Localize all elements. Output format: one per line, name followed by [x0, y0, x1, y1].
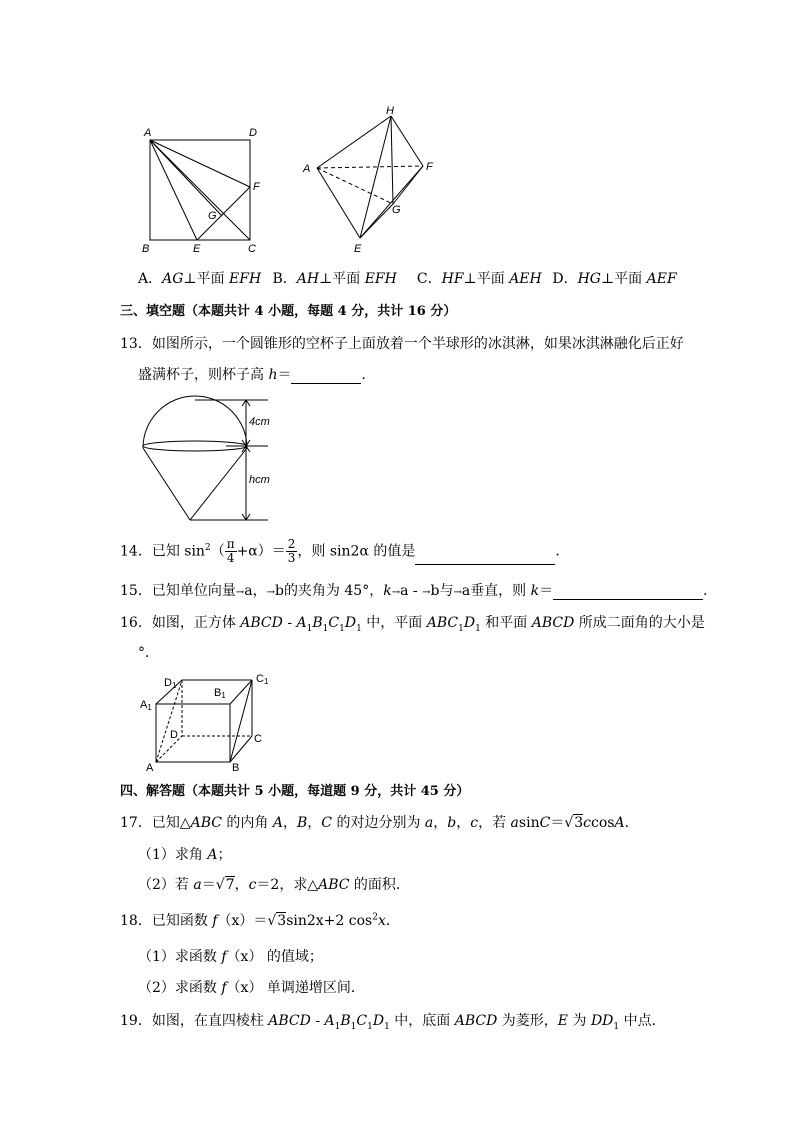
- svg-text:B: B: [232, 762, 240, 773]
- svg-text:B1: B1: [214, 687, 226, 700]
- label-a: A: [144, 127, 152, 139]
- cube-figure: [136, 668, 286, 773]
- cone-icecream-figure: [138, 392, 288, 527]
- q12-options: [138, 268, 677, 288]
- svg-text:A: A: [146, 762, 154, 773]
- label-h: H: [386, 105, 394, 117]
- label-c: C: [248, 243, 256, 255]
- q16-line1: 16．如图，正方体 ABCD - $A_1B_1C_1D_1$ 中，平面 $ABC_1D_1$ 和平面 ABCD 所成二面角的大小是: [120, 615, 705, 634]
- segment-ae: [150, 140, 197, 240]
- q17-line1: 17．已知△ABC 的内角 A，B，C 的对边分别为 a，b，c，若 asinC＝√3ccosA．: [120, 815, 639, 831]
- q13-line1: 13．如图所示，一个圆锥形的空杯子上面放着一个半球形的冰淇淋，如果冰淇淋融化后正好: [120, 336, 684, 352]
- section-4-title: 四、解答题（本题共计 5 小题，每道题 9 分，共计 45 分）: [120, 784, 470, 799]
- q17-part2: （2）若 a＝√7，c＝2，求△ABC 的面积．: [138, 877, 410, 893]
- label-hcm: hcm: [249, 474, 270, 486]
- tetrahedron-figure: [296, 100, 446, 260]
- q13-answer-blank[interactable]: [291, 369, 361, 384]
- label-f: F: [253, 181, 260, 193]
- label-a: A: [303, 163, 311, 175]
- q14-line: 14．已知 $\sin^2$（ $\frac{\pi}{4}$ +α）＝ $\frac{2}{3}$ ，则 sin2α 的值是 ．: [120, 537, 570, 565]
- square-figure: [138, 122, 268, 257]
- label-b: B: [142, 243, 150, 255]
- option-a: A．AG⊥平面 EFH: [138, 271, 262, 287]
- q18-line1: 18．已知函数 f（x）＝√3sin2x+2 $\cos^2x$．: [120, 912, 400, 929]
- label-f: F: [426, 161, 433, 173]
- segment-ac: [150, 140, 250, 240]
- label-e: E: [354, 243, 362, 255]
- label-4cm: 4cm: [249, 416, 270, 428]
- segment-af: [150, 140, 250, 187]
- q16-line2: °．: [138, 645, 159, 661]
- label-e: E: [193, 243, 201, 255]
- label-d: D: [249, 127, 257, 139]
- svg-text:D: D: [170, 729, 178, 741]
- q14-answer-blank[interactable]: [415, 550, 555, 565]
- option-c: C．HF⊥平面 AEH: [416, 271, 542, 287]
- label-g: G: [208, 210, 217, 222]
- q18-part2: （2）求函数 f（x） 单调递增区间．: [138, 980, 365, 996]
- svg-text:C: C: [254, 733, 262, 745]
- option-b: B．AH⊥平面 EFH: [272, 271, 397, 287]
- q15-line: 15．已知单位向量→a，→b的夹角为 45°，k→a - →b与→a垂直，则 k＝ ．: [120, 583, 718, 599]
- section-3-title: 三、填空题（本题共计 4 小题，每题 4 分，共计 16 分）: [120, 304, 457, 319]
- q15-answer-blank[interactable]: [553, 585, 703, 600]
- q19-line1: 19．如图，在直四棱柱 ABCD - $A_1B_1C_1D_1$ 中，底面 ABCD 为菱形，E 为 $DD_1$ 中点．: [120, 1013, 666, 1032]
- q18-part1: （1）求函数 f（x） 的值域；: [138, 949, 323, 965]
- svg-text:D1: D1: [164, 677, 177, 690]
- option-d: D．HG⊥平面 AEF: [552, 271, 677, 287]
- svg-text:C1: C1: [256, 673, 269, 686]
- q13-line2: 盛满杯子，则杯子高 h＝ ．: [138, 367, 376, 383]
- label-g: G: [392, 204, 401, 216]
- svg-text:A1: A1: [140, 699, 152, 712]
- q17-part1: （1）求角 A；: [138, 847, 232, 863]
